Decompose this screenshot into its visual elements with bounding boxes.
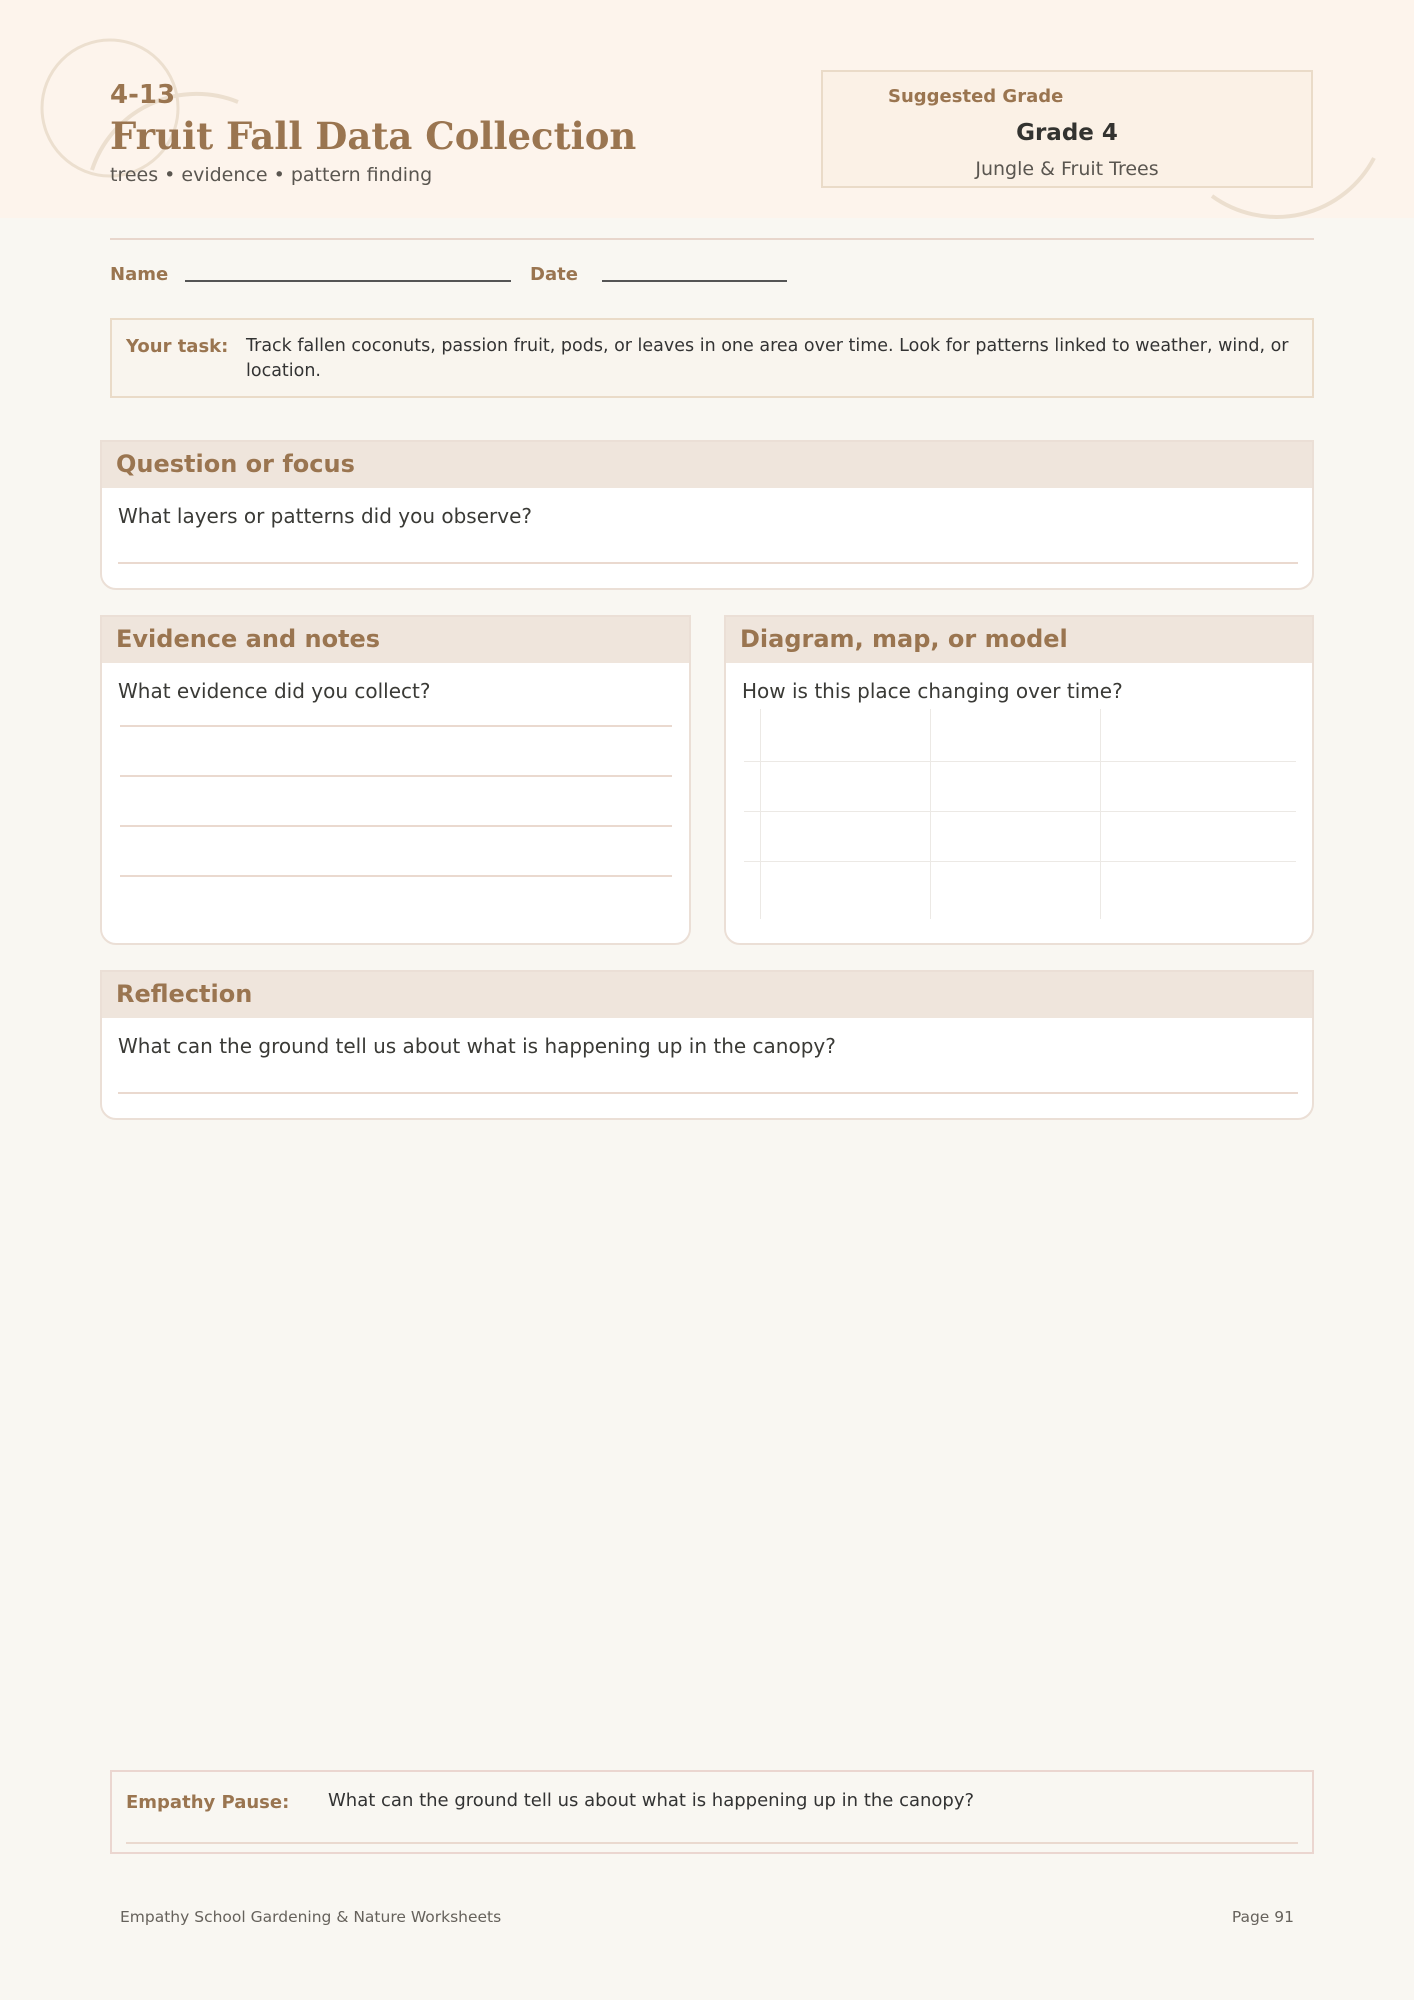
answer-line[interactable] [120, 725, 672, 727]
answer-line[interactable] [120, 875, 672, 877]
grade-topic: Jungle & Fruit Trees [975, 158, 1159, 180]
date-label: Date [530, 264, 578, 285]
answer-line[interactable] [120, 775, 672, 777]
page-title: Fruit Fall Data Collection [110, 114, 637, 158]
task-text: Track fallen coconuts, passion fruit, pods, or leaves in one area over time. Look for patterns linked to weather, wind, or location. [246, 336, 1289, 381]
question-heading: Question or focus [102, 442, 1312, 488]
empathy-pause-box [110, 1770, 1314, 1854]
answer-line[interactable] [126, 1842, 1298, 1844]
reflection-heading: Reflection [102, 972, 1312, 1018]
answer-line[interactable] [120, 825, 672, 827]
reflection-card [100, 970, 1314, 1120]
diagram-prompt: How is this place changing over time? [742, 679, 1123, 703]
reflection-prompt: What can the ground tell us about what is happening up in the canopy? [118, 1034, 836, 1058]
task-label: Your task: [126, 336, 229, 357]
date-field[interactable] [602, 280, 787, 282]
task-box [110, 318, 1314, 398]
question-card [100, 440, 1314, 590]
page-subtitle: trees • evidence • pattern finding [110, 164, 433, 186]
answer-line[interactable] [118, 1092, 1298, 1094]
diagram-heading: Diagram, map, or model [726, 617, 1312, 663]
question-prompt: What layers or patterns did you observe? [118, 504, 532, 528]
suggested-grade-label: Suggested Grade [888, 86, 1064, 107]
diagram-card [724, 615, 1314, 945]
evidence-heading: Evidence and notes [102, 617, 689, 663]
empathy-pause-label: Empathy Pause: [126, 1792, 290, 1813]
empathy-pause-text: What can the ground tell us about what is happening up in the canopy? [328, 1790, 975, 1811]
header-divider [110, 238, 1314, 240]
evidence-prompt: What evidence did you collect? [118, 679, 431, 703]
name-field[interactable] [185, 280, 511, 282]
drawing-grid[interactable] [744, 709, 1296, 919]
footer-page-number: Page 91 [1231, 1908, 1294, 1926]
footer-publisher: Empathy School Gardening & Nature Worksheets [120, 1908, 502, 1926]
name-label: Name [110, 264, 169, 285]
grade-value: Grade 4 [1016, 120, 1118, 146]
answer-line[interactable] [118, 562, 1298, 564]
evidence-card [100, 615, 691, 945]
lesson-code: 4-13 [110, 80, 176, 110]
suggested-grade-box [821, 70, 1313, 188]
